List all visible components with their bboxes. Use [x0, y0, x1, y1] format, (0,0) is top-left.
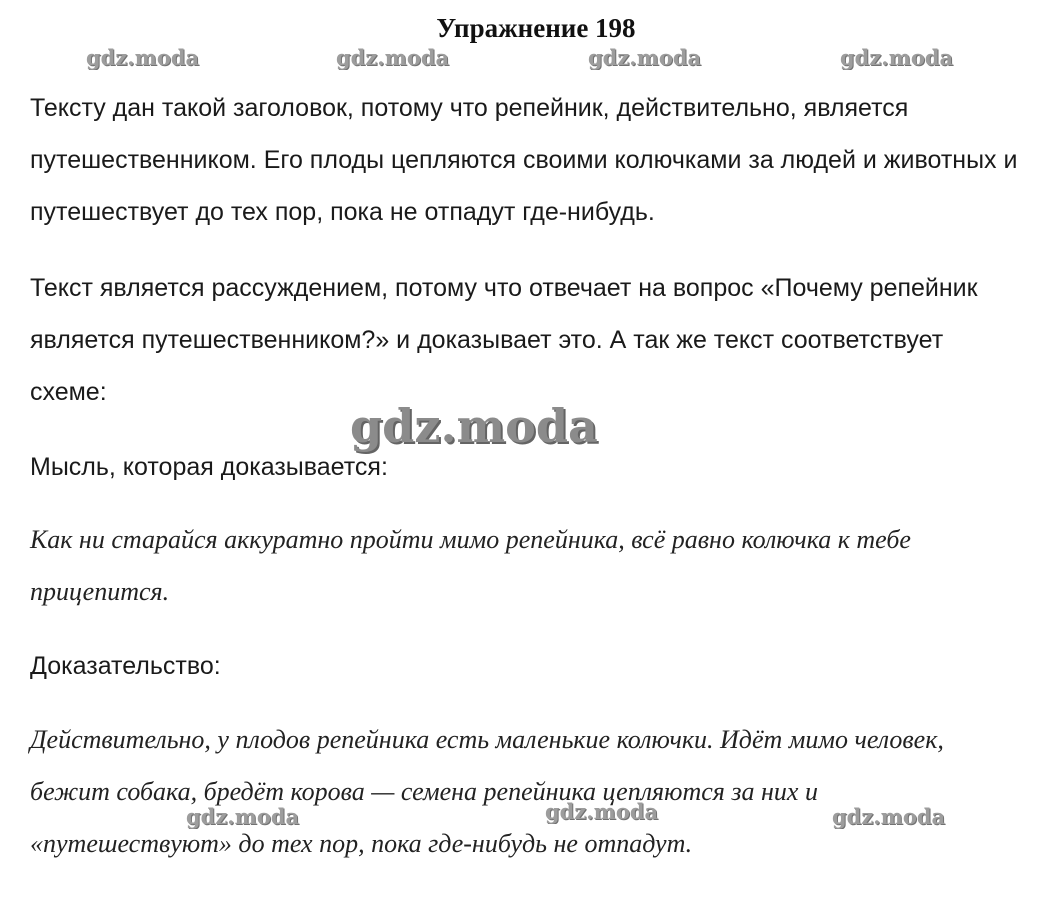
watermark: gdz.moda — [545, 799, 659, 824]
exercise-title: Упражнение 198 — [436, 13, 636, 43]
paragraph-text-type: Текст является рассуждением, потому что отвечает на вопрос «Почему репейник является путешественником?» и доказывает это. А так же текст соответствует схеме: — [30, 274, 978, 406]
watermark-large: gdz.moda — [350, 399, 598, 453]
watermark: gdz.moda — [840, 45, 954, 70]
watermark: gdz.moda — [832, 804, 946, 829]
paragraph-proof-quote: Действительно, у плодов репейника есть маленькие колючки. Идёт мимо человек, бежит собака, бредёт корова — семена репейника цепляются за них и «путешествуют» до тех пор, пока где-нибудь не отпадут. — [30, 725, 944, 858]
paragraph-proof-label: Доказательство: — [30, 652, 221, 680]
watermark: gdz.moda — [336, 45, 450, 70]
watermark: gdz.moda — [86, 45, 200, 70]
watermark: gdz.moda — [588, 45, 702, 70]
paragraph-thesis-label: Мысль, которая доказывается: — [30, 453, 388, 481]
paragraph-thesis-quote: Как ни старайся аккуратно пройти мимо репейника, всё равно колючка к тебе прицепится. — [30, 525, 911, 606]
paragraph-title-explanation: Тексту дан такой заголовок, потому что репейник, действительно, является путешественником. Его плоды цепляются своими колючками за людей и животных и путешествует до тех пор, пока не отпадут где-нибудь. — [30, 94, 1018, 226]
watermark: gdz.moda — [186, 804, 300, 829]
